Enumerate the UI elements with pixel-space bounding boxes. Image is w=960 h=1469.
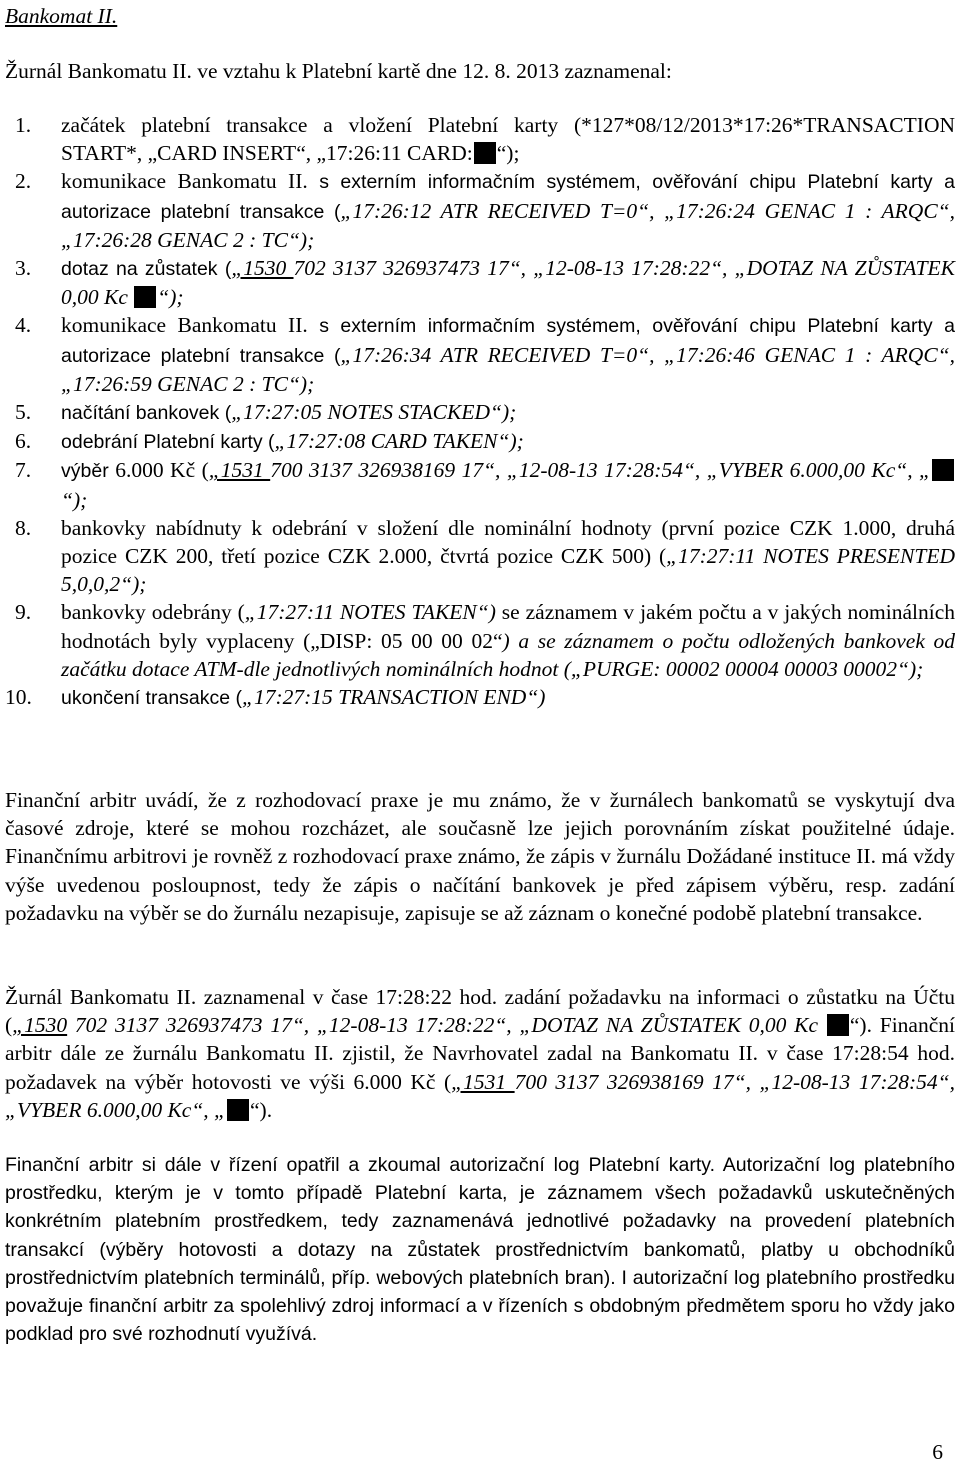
item-number: 7. <box>15 458 32 483</box>
item-log-text: „17:26:34 ATR RECEIVED T=0“, „17:26:46 GENAC 1 : ARQC“, „17:26:59 GENAC 2 : TC“); <box>61 342 955 396</box>
log-text-end: “). <box>250 1097 273 1122</box>
item-number: 6. <box>15 429 32 454</box>
intro-text: Žurnál Bankomatu II. ve vztahu k Platební kartě dne 12. 8. 2013 zaznamenal: <box>5 59 672 83</box>
log-text: 702 3137 326937473 17“, „12-08-13 17:28:22“, „DOTAZ NA ZŮSTATEK 0,00 Kc <box>67 1013 826 1038</box>
item-text: komunikace Bankomatu II. <box>61 313 308 338</box>
paragraph-text: Žurnál Bankomatu II. zaznamenal v čase 17:28:22 hod. zadání požadavku na informaci o zůstatku na Účtu ( <box>5 985 955 1038</box>
paragraph-text: . Finanční arbitr dále ze žurnálu Bankomatu II. zjistil, že Navrhovatel zadal na Bankomatu II. v čase 17:28:54 hod. požadavek na výběr hotovosti ve výši 6.000 Kč ( <box>5 1013 955 1094</box>
item-text: bankovky odebrány ( <box>61 600 245 625</box>
list-item <box>5 683 955 712</box>
item-text: 6.000 Kč ( <box>115 458 209 483</box>
item-number: 2. <box>15 169 32 194</box>
journal-entry-list <box>5 111 955 712</box>
item-log-text: „17:26:12 ATR RECEIVED T=0“, „17:26:24 GENAC 1 : ARQC“, „17:26:28 GENAC 2 : TC“); <box>61 198 955 252</box>
page-number: 6 <box>932 1440 943 1464</box>
item-number: 10. <box>5 685 32 710</box>
item-number: 4. <box>15 313 32 338</box>
item-text: ) a se záznamem o počtu odložených bankovek od začátku dotace ATM-dle jednotlivých nominálních hodnot ( <box>61 628 956 681</box>
list-item <box>5 398 955 427</box>
item-text: s externím informačním systémem, ověřování chipu Platební karty a autorizace platební transakce ( <box>61 171 955 223</box>
item-number: 5. <box>15 400 32 425</box>
list-item <box>5 167 955 254</box>
redaction-block <box>134 286 156 308</box>
paragraph-time-sources: Finanční arbitr uvádí, že z rozhodovací praxe je mu známo, že v žurnálech bankomatů se vyskytují dva časové zdroje, které se mohou rozcházet, ale současně lze jejich porovnáním získat použitelné údaje. Finančnímu arbitrovi je rovněž z rozhodovací praxe známo, že zápis v žurnálu Dožádané instituce II. má vždy výše uvedenou posloupnost, tedy že zápis o načítání bankovek je před zápisem výběru, resp. zadání požadavku na výběr se do žurnálu nezapisuje, zapisuje se až záznam o konečné podobě platební transakce. <box>5 788 955 925</box>
item-number: 9. <box>15 600 32 625</box>
item-log-text: „17:27:15 TRANSACTION END“) <box>242 685 546 710</box>
list-item <box>5 598 955 683</box>
item-log-text: „DISP: 05 00 00 02“ <box>310 628 503 653</box>
log-card-prefix: „1531 <box>451 1069 515 1094</box>
item-log-text: „17:27:11 NOTES TAKEN“) <box>244 600 496 625</box>
item-log-text: „17:27:08 CARD TAKEN“); <box>274 429 524 454</box>
item-text: ukončení transakce ( <box>61 687 243 710</box>
item-text-end: “); <box>496 141 520 166</box>
list-item <box>5 111 955 167</box>
item-text: výběr <box>61 460 116 483</box>
list-item <box>5 456 955 513</box>
item-number: 1. <box>15 113 32 137</box>
item-log-text: 702 3137 326937473 17“, „12-08-13 17:28:22“, „DOTAZ NA ZŮSTATEK 0,00 Kc <box>61 256 955 310</box>
log-card-prefix: „1530 <box>12 1013 68 1038</box>
item-number: 3. <box>15 256 32 281</box>
redaction-block <box>474 142 496 164</box>
paragraph-journal-findings <box>5 983 955 1124</box>
list-item <box>5 254 955 311</box>
item-text: komunikace Bankomatu II. <box>61 169 308 194</box>
redaction-block <box>827 1014 849 1036</box>
list-item <box>5 514 955 599</box>
list-item <box>5 311 955 398</box>
item-text: bankovky nabídnuty k odebrání v složení dle nominální hodnoty (první pozice CZK 1.000, druhá pozice CZK 200, třetí pozice CZK 2.000, čtvrtá pozice CZK 500) ( <box>61 515 955 569</box>
page-title: Bankomat II. <box>5 4 118 28</box>
redaction-block <box>227 1099 249 1121</box>
item-log-text: „17:27:05 NOTES STACKED“); <box>231 400 517 425</box>
list-item <box>5 427 955 456</box>
item-log-card-prefix: „1530 <box>231 256 294 281</box>
item-log-text: „17:27:11 NOTES PRESENTED 5,0,0,2“); <box>61 544 955 597</box>
item-log-text-end: “); <box>157 285 184 310</box>
item-text: načítání bankovek ( <box>61 402 232 425</box>
item-text: odebrání Platební karty ( <box>61 431 275 454</box>
item-number: 8. <box>15 515 32 540</box>
paragraph-authorization-log: Finanční arbitr si dále v řízení opatřil a zkoumal autorizační log Platební karty. Autorizační log platebního prostředku, kterým je v tomto případě Platební karta, je záznamem všech požadavků uskutečněných konkrétním platebním prostředkem, tedy zaznamenává jednotlivé požadavky na provedení platebních transakcí (výběry hotovosti a dotazy na zůstatek prostřednictvím bankomatů, platby u obchodníků prostřednictvím platebních terminálů, příp. webových platebních bran). I autorizační log platebního prostředku považuje finanční arbitr za spolehlivý zdroj informací a v řízeních s obdobným předmětem sporu ho vždy jako podklad pro své rozhodnutí využívá. <box>5 1154 955 1346</box>
log-text-end: “) <box>849 1013 867 1038</box>
item-text: dotaz na zůstatek ( <box>61 258 232 281</box>
item-log-text-end: “); <box>61 487 88 512</box>
item-text: se záznamem v jakém počtu a v jakých nominálních hodnotách byly vyplaceny ( <box>61 600 955 653</box>
item-log-text: „PURGE: 00002 00004 00003 00002“); <box>570 656 924 681</box>
item-text: začátek platební transakce a vložení Platební karty (*127*08/12/2013*17:26*TRANSACTION START*, „CARD INSERT“, „17:26:11 CARD: <box>61 113 955 166</box>
item-log-card-prefix: „1531 <box>208 458 271 483</box>
item-log-text: 700 3137 326938169 17“, „12-08-13 17:28:54“, „VYBER 6.000,00 Kc“, „ <box>270 458 932 483</box>
log-text: 700 3137 326938169 17“, „12-08-13 17:28:54“, „VYBER 6.000,00 Kc“, „ <box>5 1069 955 1122</box>
redaction-block <box>932 459 954 481</box>
item-text: s externím informačním systémem, ověřování chipu Platební karty a autorizace platební transakce ( <box>61 315 955 367</box>
